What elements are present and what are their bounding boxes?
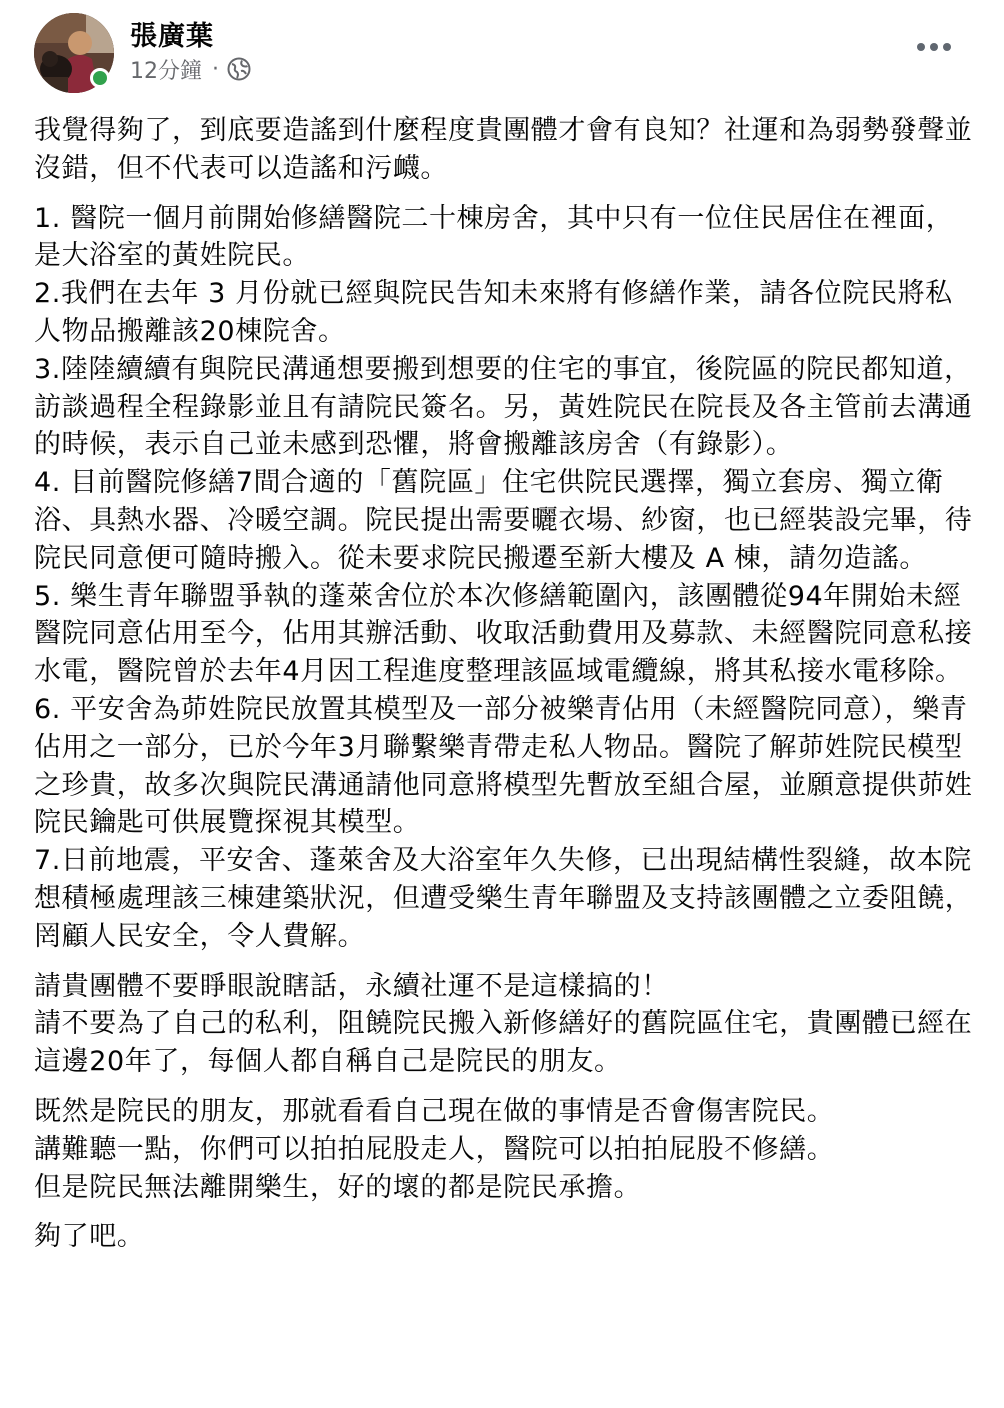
- post-meta: [130, 54, 251, 84]
- post-header: [0, 0, 1004, 110]
- more-options-button[interactable]: [908, 30, 960, 64]
- meta-separator: ·: [212, 56, 219, 82]
- post-body: [34, 112, 974, 1256]
- post-timestamp[interactable]: 12分鐘: [130, 58, 202, 84]
- globe-icon[interactable]: [227, 57, 251, 81]
- post-paragraph-request: 請貴團體不要睜眼說瞎話，永續社運不是這樣搞的！ 請不要為了自己的私利，阻饒院民搬入新修繕好的舊院區住宅，貴團體已經在這邊20年了，每個人都自稱自己是院民的朋友。: [34, 970, 973, 1078]
- post-paragraph-points: 1. 醫院一個月前開始修繕醫院二十棟房舍，其中只有一位住民居住在裡面，是大浴室的黃姓院民。 2.我們在去年 3 月份就已經與院民告知未來將有修繕作業，請各位院民將私人物品搬離該20棟院舍。 3.陸陸續續有與院民溝通想要搬到想要的住宅的事宜，後院區的院民都知道，訪談過程全程錄影並且有請院民簽名。另，黃姓院民在院長及各主管前去溝通的時候，表示自己並未感到恐懼，將會搬離該房舍（有錄影）。 4. 目前醫院修繕7間合適的「舊院區」住宅供院民選擇，獨立套房、獨立衛浴、具熱水器、冷暖空調。院民提出需要曬衣場、紗窗，也已經裝設完畢，待院民同意便可隨時搬入。從未要求院民搬遷至新大樓及 A 棟，請勿造謠。 5. 樂生青年聯盟爭執的蓬萊舍位於本次修繕範圍內，該團體從94年開始未經醫院同意佔用至今，佔用其辦活動、收取活動費用及募款、未經醫院同意私接水電，醫院曾於去年4月因工程進度整理該區域電纜線，將其私接水電移除。 6. 平安舍為茆姓院民放置其模型及一部分被樂青佔用（未經醫院同意），樂青佔用之一部分，已於今年3月聯繫樂青帶走私人物品。醫院了解茆姓院民模型之珍貴，故多次與院民溝通請他同意將模型先暫放至組合屋，並願意提供茆姓院民鑰匙可供展覽探視其模型。 7.日前地震，平安舍、蓬萊舍及大浴室年久失修，已出現結構性裂縫，故本院想積極處理該三棟建築狀況，但遭受樂生青年聯盟及支持該團體之立委阻饒，罔顧人民安全，令人費解。: [34, 202, 973, 952]
- author-name[interactable]: 張廣葉: [130, 21, 214, 52]
- post-paragraph-intro: 我覺得夠了，到底要造謠到什麼程度貴團體才會有良知？社運和為弱勢發聲並沒錯，但不代表可以造謠和污衊。: [34, 115, 973, 184]
- post-paragraph-friends: 既然是院民的朋友，那就看看自己現在做的事情是否會傷害院民。 講難聽一點，你們可以拍拍屁股走人，醫院可以拍拍屁股不修繕。 但是院民無法離開樂生，好的壞的都是院民承擔。: [34, 1095, 835, 1203]
- online-status-dot: [90, 68, 110, 88]
- more-horizontal-icon: [916, 42, 952, 52]
- post-paragraph-closing: 夠了吧。: [34, 1221, 145, 1253]
